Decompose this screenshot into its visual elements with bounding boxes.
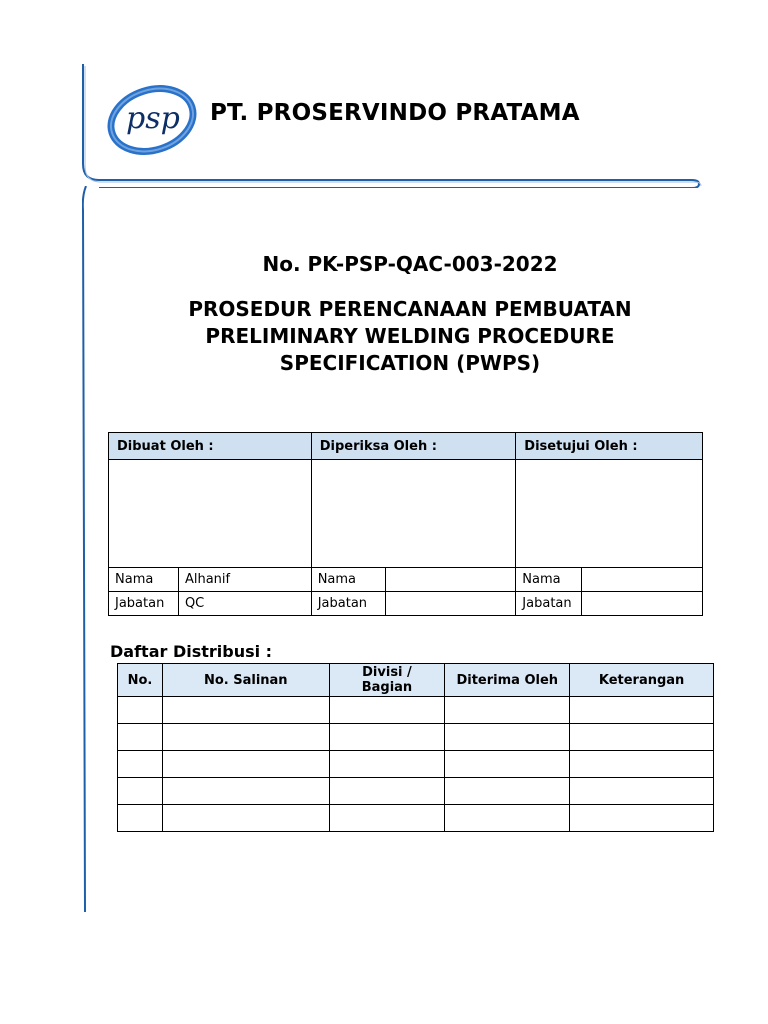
table-cell[interactable] (162, 724, 329, 751)
nama-value-diperiksa[interactable] (385, 568, 516, 592)
company-name: PT. PROSERVINDO PRATAMA (210, 100, 580, 126)
logo-text: psp (126, 101, 180, 136)
table-cell[interactable] (445, 697, 570, 724)
table-cell[interactable] (570, 724, 714, 751)
document-number: No. PK-PSP-QAC-003-2022 (262, 252, 558, 276)
left-margin-rule (82, 186, 90, 912)
table-cell[interactable] (445, 751, 570, 778)
signature-box-disetujui[interactable] (516, 460, 703, 568)
jabatan-label-dibuat: Jabatan (109, 592, 179, 616)
table-cell[interactable] (118, 751, 163, 778)
table-cell[interactable] (162, 697, 329, 724)
company-logo (104, 78, 200, 158)
jabatan-value-diperiksa[interactable] (385, 592, 516, 616)
table-cell[interactable] (118, 697, 163, 724)
jabatan-value-disetujui[interactable] (582, 592, 703, 616)
table-row (118, 724, 714, 751)
document-title-line-3: SPECIFICATION (PWPS) (279, 351, 541, 375)
header-dibuat-oleh: Dibuat Oleh : (109, 433, 312, 460)
table-cell[interactable] (445, 778, 570, 805)
distribution-label: Daftar Distribusi : (110, 642, 273, 661)
table-row (118, 751, 714, 778)
jabatan-label-disetujui: Jabatan (516, 592, 582, 616)
table-cell[interactable] (162, 805, 329, 832)
document-title-line-2: PRELIMINARY WELDING PROCEDURE (205, 324, 615, 348)
table-cell[interactable] (329, 778, 445, 805)
jabatan-label-diperiksa: Jabatan (311, 592, 385, 616)
header-disetujui-oleh: Disetujui Oleh : (516, 433, 703, 460)
table-cell[interactable] (329, 697, 445, 724)
table-cell[interactable] (570, 778, 714, 805)
table-cell[interactable] (570, 751, 714, 778)
table-row (118, 697, 714, 724)
distribution-rows (118, 697, 714, 832)
signature-box-diperiksa[interactable] (311, 460, 516, 568)
table-cell[interactable] (570, 805, 714, 832)
table-cell[interactable] (329, 805, 445, 832)
nama-label-disetujui: Nama (516, 568, 582, 592)
table-cell[interactable] (445, 805, 570, 832)
column-header-no: No. (118, 664, 163, 697)
table-cell[interactable] (118, 778, 163, 805)
nama-value-disetujui[interactable] (582, 568, 703, 592)
table-cell[interactable] (118, 724, 163, 751)
signature-box-dibuat[interactable] (109, 460, 312, 568)
document-title (110, 296, 710, 377)
approval-table (108, 432, 703, 616)
table-cell[interactable] (329, 751, 445, 778)
nama-value-dibuat[interactable]: Alhanif (178, 568, 311, 592)
distribution-table (117, 663, 714, 832)
table-cell[interactable] (162, 751, 329, 778)
table-row (118, 805, 714, 832)
header-diperiksa-oleh: Diperiksa Oleh : (311, 433, 516, 460)
column-header-no-salinan: No. Salinan (162, 664, 329, 697)
table-cell[interactable] (118, 805, 163, 832)
table-cell[interactable] (570, 697, 714, 724)
column-header-keterangan: Keterangan (570, 664, 714, 697)
document-title-line-1: PROSEDUR PERENCANAAN PEMBUATAN (188, 297, 632, 321)
table-cell[interactable] (162, 778, 329, 805)
table-cell[interactable] (445, 724, 570, 751)
column-header-diterima-oleh: Diterima Oleh (445, 664, 570, 697)
jabatan-value-dibuat[interactable]: QC (178, 592, 311, 616)
nama-label-diperiksa: Nama (311, 568, 385, 592)
nama-label-dibuat: Nama (109, 568, 179, 592)
column-header-divisi-bagian: Divisi / Bagian (329, 664, 445, 697)
table-cell[interactable] (329, 724, 445, 751)
table-row (118, 778, 714, 805)
